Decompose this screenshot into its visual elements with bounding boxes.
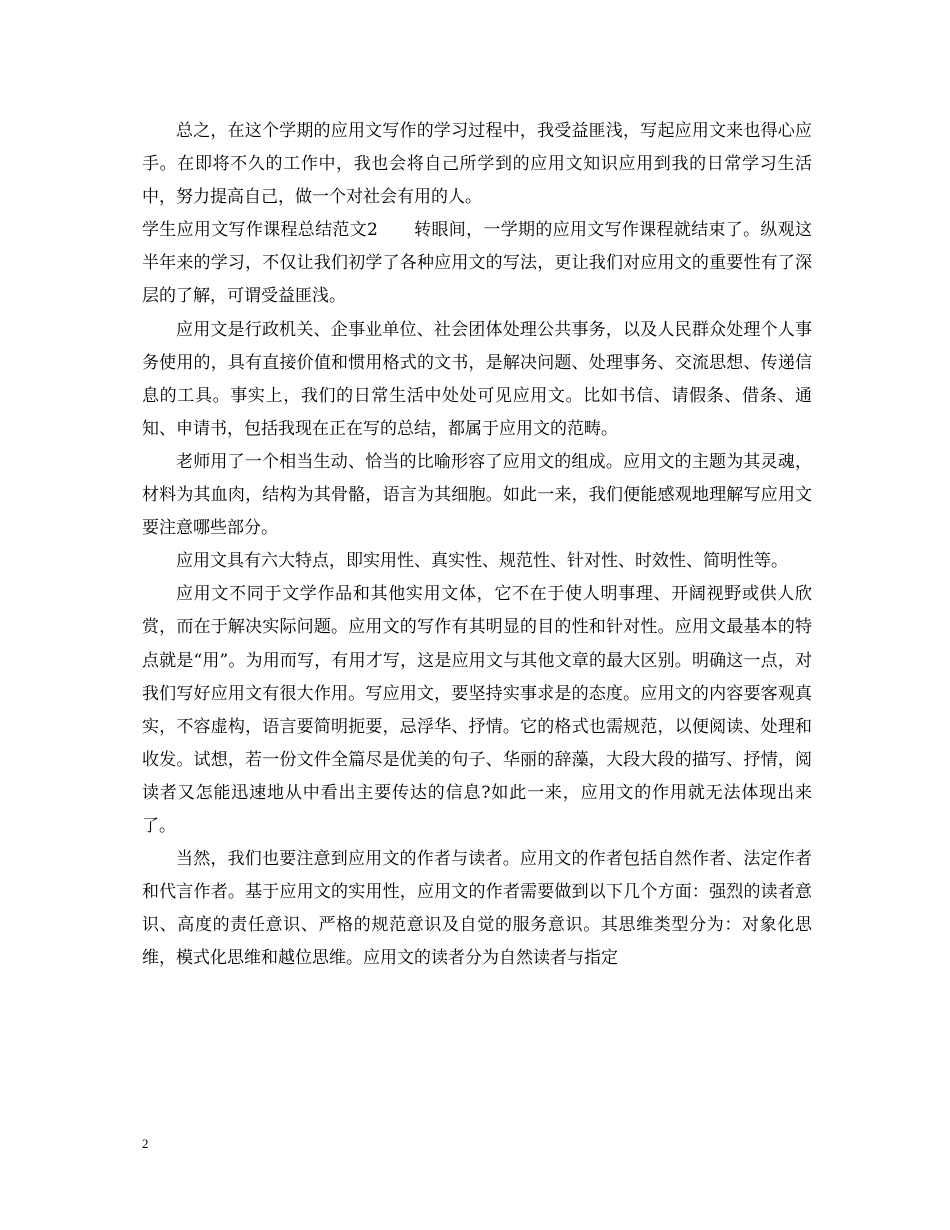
section-intro-text: 转眼间，一学期的应用文写作课程就结束了。纵观这半年来的学习，不仅让我们初学了各种应用文的写法，更让我们对应用文的重要性有了深层的了解，可谓受益匪浅。 bbox=[142, 220, 812, 307]
paragraph-features: 应用文具有六大特点，即实用性、真实性、规范性、针对性、时效性、简明性等。 bbox=[176, 551, 788, 572]
document-body bbox=[142, 115, 812, 975]
paragraph-metaphor: 老师用了一个相当生动、恰当的比喻形容了应用文的组成。应用文的主题为其灵魂，材料为其血肉，结构为其骨骼，语言为其细胞。如此一来，我们便能感观地理解写应用文要注意哪些部分。 bbox=[142, 451, 812, 539]
paragraph-authors: 当然，我们也要注意到应用文的作者与读者。应用文的作者包括自然作者、法定作者和代言作者。基于应用文的实用性，应用文的作者需要做到以下几个方面：强烈的读者意识、高度的责任意识、严格的规范意识及自觉的服务意识。其思维类型分为：对象化思维，模式化思维和越位思维。应用文的读者分为自然读者与指定 bbox=[142, 849, 812, 969]
paragraph-purpose: 应用文不同于文学作品和其他实用文体，它不在于使人明事理、开阔视野或供人欣赏，而在于解决实际问题。应用文的写作有其明显的目的性和针对性。应用文最基本的特点就是“用”。为用而写，有用才写，这是应用文与其他文章的最大区别。明确这一点，对我们写好应用文有很大作用。写应用文，要坚持实事求是的态度。应用文的内容要客观真实，不容虚构，语言要简明扼要，忌浮华、抒情。它的格式也需规范，以便阅读、处理和收发。试想，若一份文件全篇尽是优美的句子、华丽的辞藻，大段大段的描写、抒情，阅读者又怎能迅速地从中看出主要传达的信息?如此一来，应用文的作用就无法体现出来了。 bbox=[142, 584, 812, 836]
section-intro-paragraph bbox=[142, 214, 812, 313]
paragraph-summary: 总之，在这个学期的应用文写作的学习过程中，我受益匪浅，写起应用文来也得心应手。在即将不久的工作中，我也会将自己所学到的应用文知识应用到我的日常学习生活中，努力提高自己，做一个对社会有用的人。 bbox=[142, 121, 812, 208]
paragraph-definition: 应用文是行政机关、企事业单位、社会团体处理公共事务，以及人民群众处理个人事务使用的，具有直接价值和惯用格式的文书，是解决问题、处理事务、交流思想、传递信息的工具。事实上，我们的日常生活中处处可见应用文。比如书信、请假条、借条、通知、申请书，包括我现在正在写的总结，都属于应用文的范畴。 bbox=[142, 319, 812, 439]
section-heading: 学生应用文写作课程总结范文2 bbox=[142, 220, 378, 241]
page-number: 2 bbox=[142, 1136, 149, 1151]
